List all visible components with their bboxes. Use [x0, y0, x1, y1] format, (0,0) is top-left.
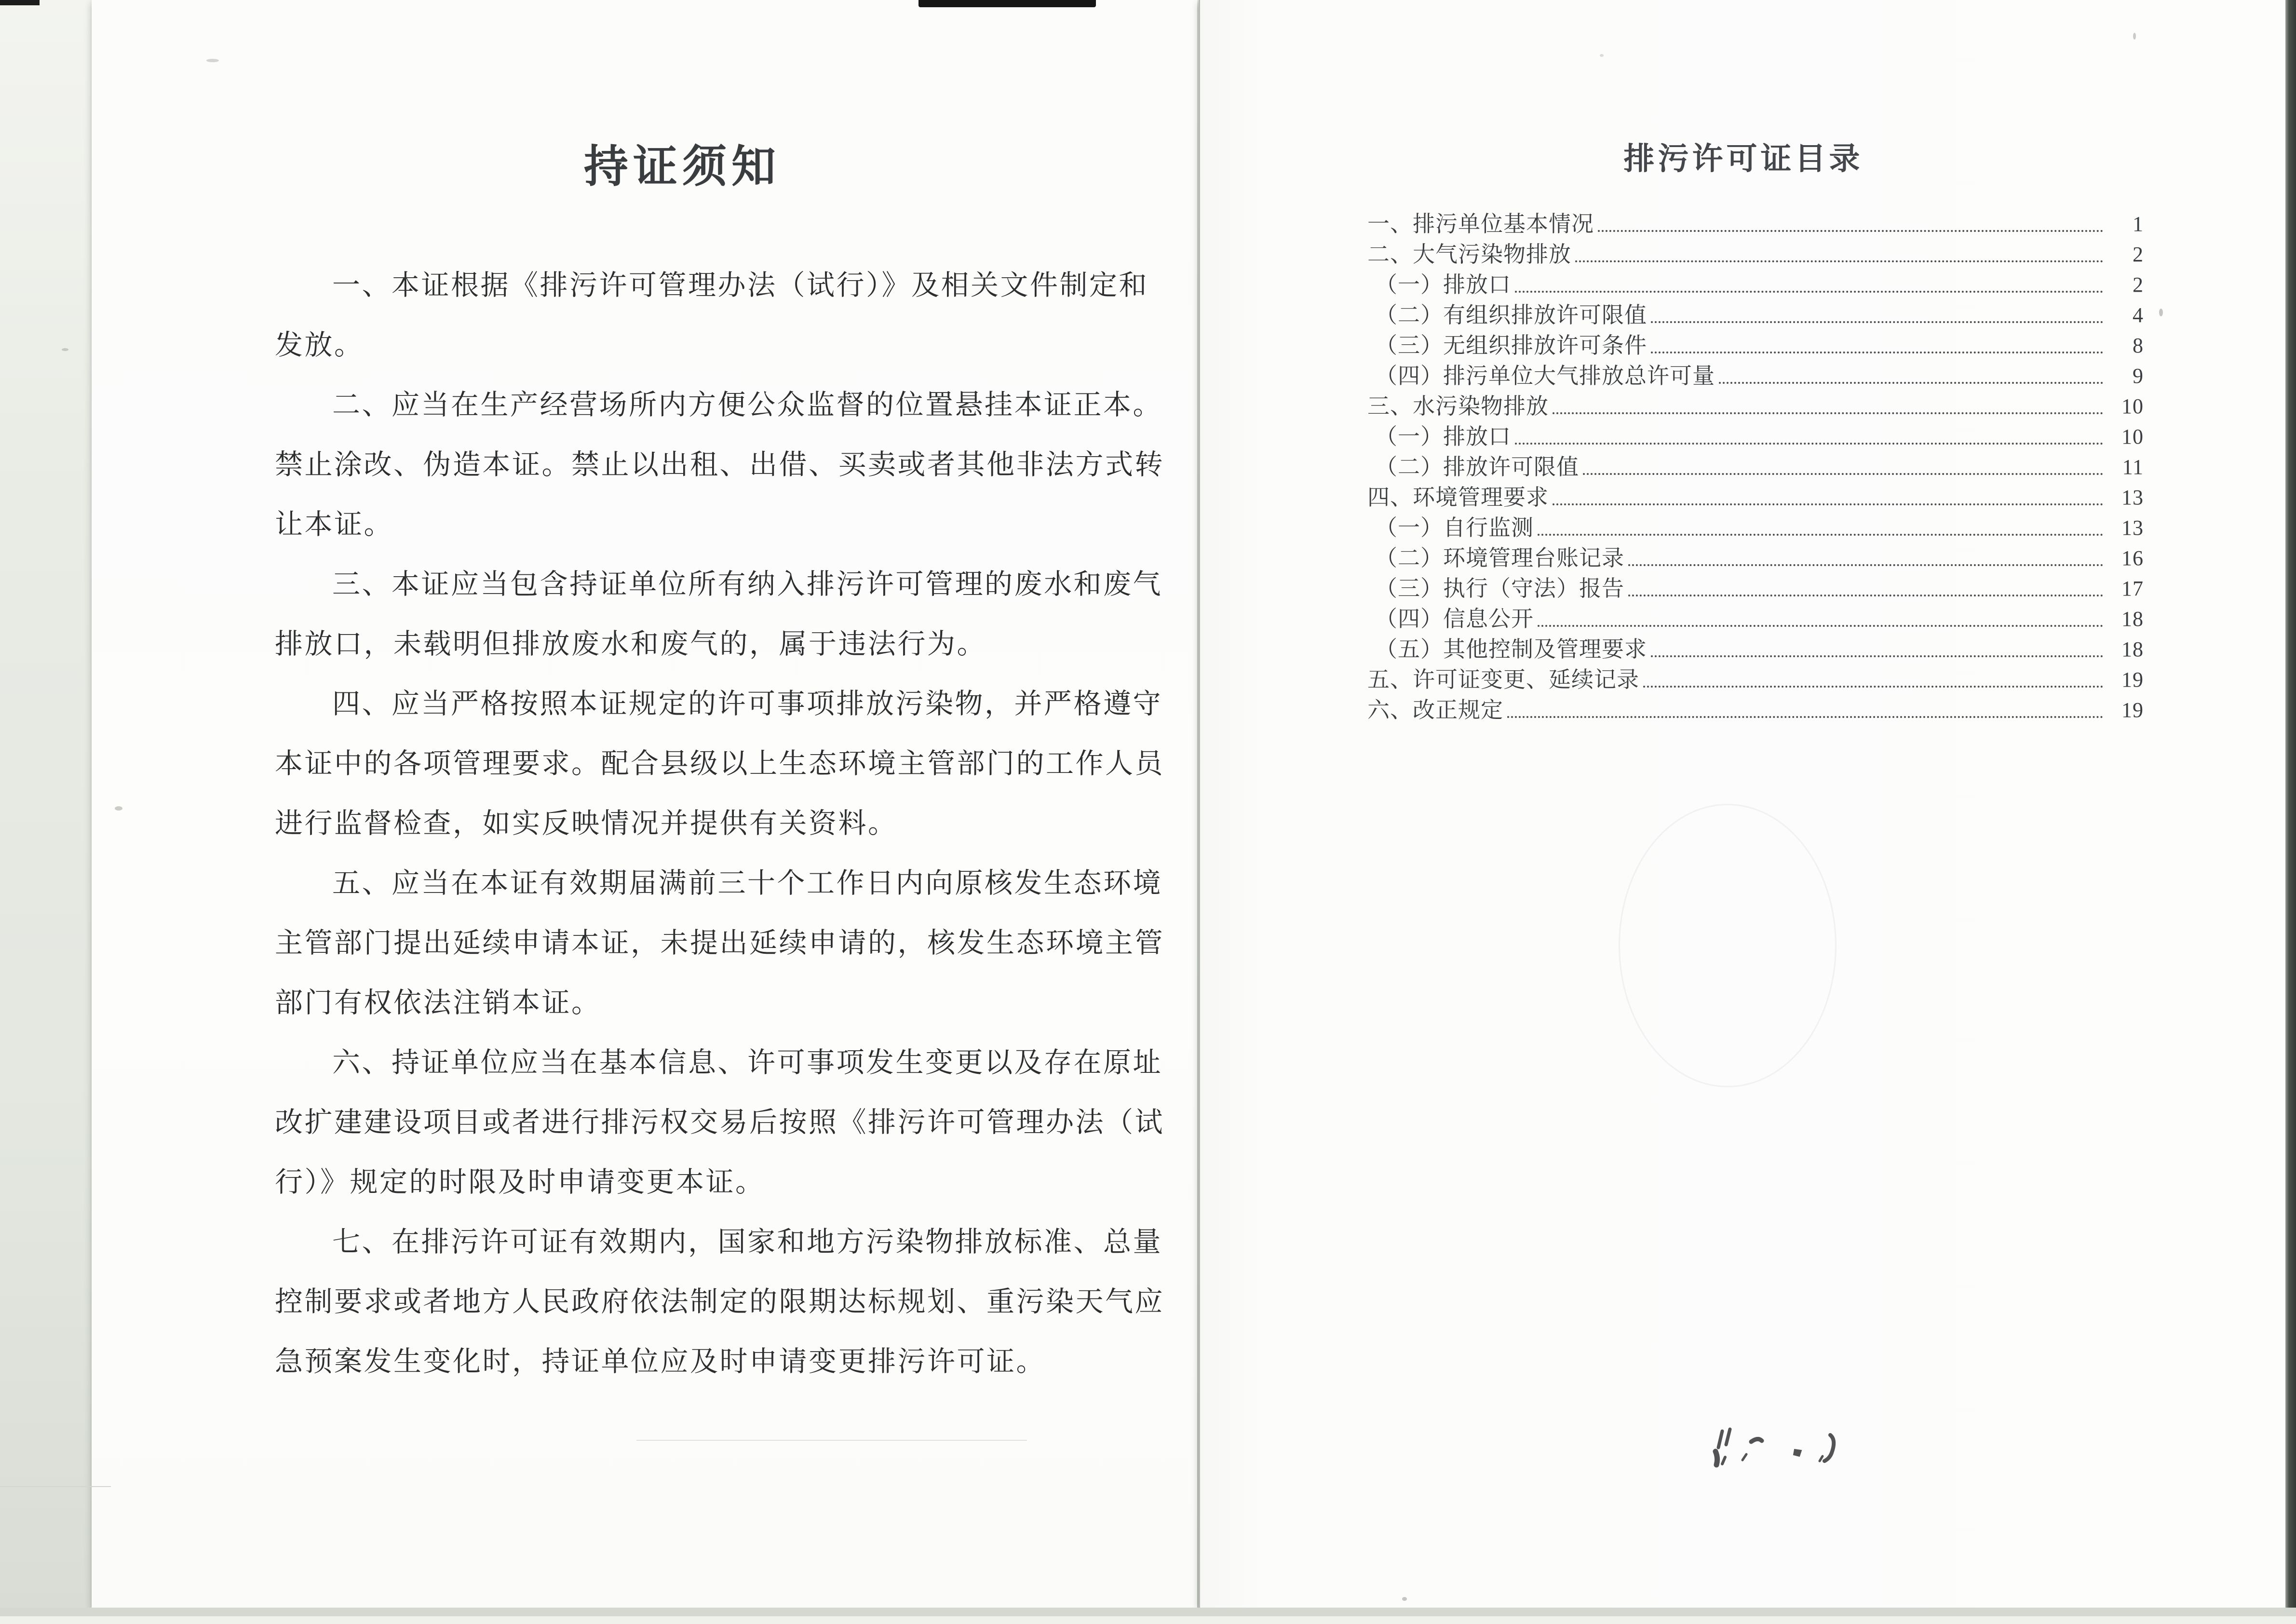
- toc-page-number: 8: [2133, 334, 2144, 357]
- toc-page-number: 19: [2121, 668, 2144, 691]
- ink-smudge: [1709, 1422, 1902, 1485]
- toc-entry-label: （二）有组织排放许可限值: [1375, 303, 1647, 327]
- notice-line: 五、应当在本证有效期届满前三十个工作日内向原核发生态环境: [332, 867, 1163, 899]
- toc-page-number: 9: [2133, 364, 2144, 388]
- notice-line: 进行监督检查，如实反映情况并提供有关资料。: [275, 808, 898, 839]
- scan-edge-strip: [2285, 0, 2296, 1624]
- toc-entry-label: （三）执行（守法）报告: [1375, 576, 1624, 601]
- toc-entry: [1367, 450, 2144, 481]
- notice-line: 七、在排污许可证有效期内，国家和地方污染物排放标准、总量: [332, 1226, 1163, 1258]
- toc-entry: [1367, 481, 2144, 511]
- toc-leader: [1553, 503, 2103, 505]
- toc-entry-label: 二、大气污染物排放: [1367, 242, 1571, 267]
- notice-line: 急预案发生变化时，持证单位应及时申请变更排污许可证。: [275, 1346, 1046, 1377]
- notice-line: 本证中的各项管理要求。配合县级以上生态环境主管部门的工作人员: [275, 748, 1165, 779]
- notice-line: 一、本证根据《排污许可管理办法（试行）》及相关文件制定和: [332, 270, 1149, 301]
- toc-leader: [1507, 716, 2103, 718]
- scan-bed-bottom-strip: [0, 1616, 2296, 1624]
- notice-line: 四、应当严格按照本证规定的许可事项排放污染物，并严格遵守: [332, 688, 1163, 719]
- toc-leader: [1583, 473, 2103, 475]
- dust-speck: [2159, 309, 2163, 316]
- dust-speck: [2133, 33, 2136, 40]
- toc-entry-label: 四、环境管理要求: [1367, 485, 1549, 510]
- toc-page-number: 13: [2121, 486, 2144, 509]
- toc-leader: [1598, 230, 2103, 232]
- notice-line: 六、持证单位应当在基本信息、许可事项发生变更以及存在原址: [332, 1047, 1163, 1078]
- toc-entry-label: 一、排污单位基本情况: [1367, 212, 1594, 236]
- toc-leader: [1628, 564, 2103, 566]
- toc-entry: [1367, 207, 2144, 238]
- toc-entry: [1367, 329, 2144, 359]
- toc-leader: [1628, 595, 2103, 596]
- toc-leader: [1515, 443, 2103, 445]
- scan-artifact-line: [636, 1440, 1027, 1441]
- notice-line: 主管部门提出延续申请本证，未提出延续申请的，核发生态环境主管: [275, 927, 1165, 959]
- toc-page-number: 2: [2133, 243, 2144, 266]
- toc-page-number: 18: [2121, 637, 2144, 661]
- toc-entry: [1367, 633, 2144, 663]
- notice-line: 发放。: [275, 329, 364, 361]
- notice-page-title: 持证须知: [583, 142, 781, 191]
- notice-line: 改扩建建设项目或者进行排污权交易后按照《排污许可管理办法（试: [275, 1107, 1165, 1138]
- toc-entry: [1367, 268, 2144, 298]
- toc-leader: [1719, 382, 2103, 384]
- dust-speck: [1402, 1597, 1407, 1601]
- dust-speck: [206, 59, 219, 62]
- toc-page-number: 19: [2121, 698, 2144, 722]
- toc-entry: [1367, 693, 2144, 724]
- toc-entry-label: 三、水污染物排放: [1367, 394, 1549, 419]
- toc-entry: [1367, 420, 2144, 450]
- toc-page-number: 18: [2121, 607, 2144, 631]
- toc-page-number: 16: [2121, 546, 2144, 570]
- toc-entry: [1367, 541, 2144, 572]
- toc-page-number: 11: [2122, 455, 2144, 479]
- toc-leader: [1651, 655, 2103, 657]
- toc-entry: [1367, 663, 2144, 693]
- toc-page-title: 排污许可证目录: [1623, 142, 1864, 176]
- right-page: [1199, 0, 2285, 1608]
- dust-speck: [1600, 54, 1604, 57]
- notice-line: 让本证。: [275, 509, 394, 540]
- toc-entry: [1367, 390, 2144, 420]
- toc-entry: [1367, 298, 2144, 329]
- toc-entry-label: （二）环境管理台账记录: [1375, 546, 1624, 570]
- toc-page-number: 4: [2133, 303, 2144, 327]
- toc-page-number: 17: [2121, 577, 2144, 600]
- toc-entry-label: （二）排放许可限值: [1375, 455, 1579, 479]
- toc-leader: [1553, 412, 2103, 414]
- notice-line: 禁止涂改、伪造本证。禁止以出租、出借、买卖或者其他非法方式转: [275, 449, 1165, 480]
- toc-entry: [1367, 359, 2144, 390]
- toc-leader: [1651, 352, 2103, 353]
- scan-artifact-top-bar: [918, 0, 1096, 7]
- dust-speck: [381, 814, 386, 816]
- dust-speck: [62, 348, 68, 351]
- notice-line: 二、应当在生产经营场所内方便公众监督的位置悬挂本证正本。: [332, 389, 1163, 420]
- toc-page-number: 13: [2121, 516, 2144, 540]
- notice-line: 控制要求或者地方人民政府依法制定的限期达标规划、重污染天气应: [275, 1286, 1165, 1317]
- toc-leader: [1515, 291, 2103, 293]
- dust-speck: [115, 806, 122, 811]
- toc-entry: [1367, 238, 2144, 268]
- toc-page-number: 1: [2133, 212, 2144, 236]
- notice-line: 部门有权依法注销本证。: [275, 987, 601, 1018]
- left-page: [92, 0, 1197, 1608]
- notice-body: [275, 253, 1165, 1389]
- toc-entry-label: 五、许可证变更、延续记录: [1367, 667, 1639, 692]
- scan-bed-bottom: [0, 1608, 2296, 1617]
- toc-page-number: 10: [2121, 394, 2144, 418]
- notice-line: 三、本证应当包含持证单位所有纳入排污许可管理的废水和废气: [332, 568, 1163, 600]
- scan-artifact-line: [0, 1486, 111, 1487]
- toc-page-number: 10: [2121, 425, 2144, 448]
- toc-entry-label: （四）信息公开: [1375, 607, 1534, 631]
- toc-entry-label: （一）排放口: [1375, 424, 1511, 449]
- stamp-bleedthrough: [1619, 804, 1837, 1087]
- scan-artifact-corner: [0, 0, 40, 5]
- toc-list: [1367, 207, 2144, 724]
- toc-entry: [1367, 602, 2144, 633]
- toc-leader: [1643, 686, 2103, 688]
- notice-line: 行）》规定的时限及时申请变更本证。: [275, 1166, 765, 1198]
- toc-entry-label: （四）排污单位大气排放总许可量: [1375, 364, 1715, 388]
- toc-entry-label: （三）无组织排放许可条件: [1375, 333, 1647, 358]
- toc-entry-label: 六、改正规定: [1367, 698, 1503, 722]
- toc-leader: [1651, 321, 2103, 323]
- toc-leader: [1538, 534, 2103, 536]
- toc-entry-label: （一）排放口: [1375, 272, 1511, 297]
- toc-entry-label: （五）其他控制及管理要求: [1375, 637, 1647, 662]
- toc-leader: [1538, 625, 2103, 627]
- toc-entry: [1367, 511, 2144, 541]
- toc-entry: [1367, 572, 2144, 602]
- toc-page-number: 2: [2133, 273, 2144, 297]
- notice-line: 排放口，未载明但排放废水和废气的，属于违法行为。: [275, 628, 987, 660]
- toc-entry-label: （一）自行监测: [1375, 515, 1534, 540]
- toc-leader: [1575, 260, 2103, 262]
